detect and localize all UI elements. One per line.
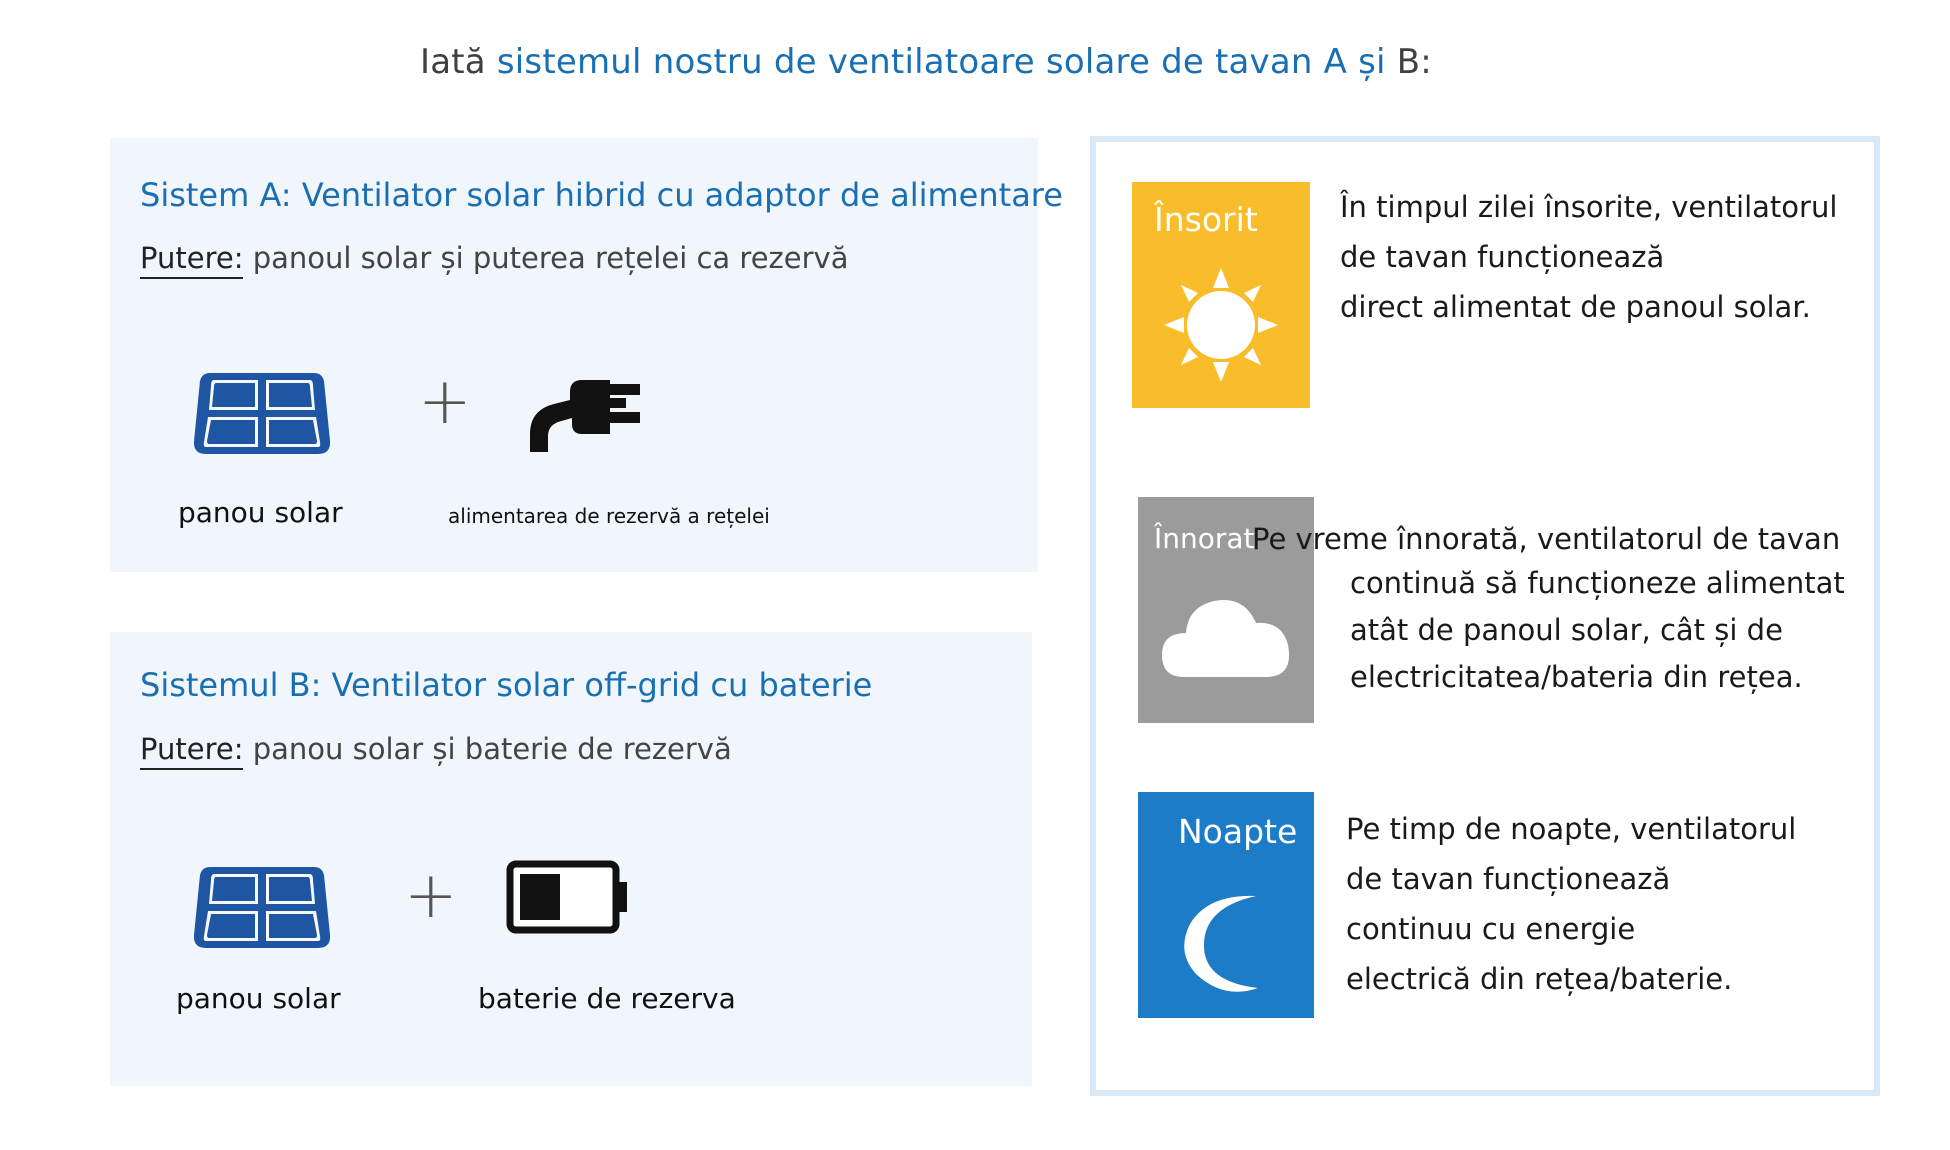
system-b-battery-caption: baterie de rezerva [478, 982, 736, 1015]
sunny-description [1340, 182, 1837, 332]
cloudy-line-1: continuă să funcționeze alimentat [1350, 566, 1845, 600]
page-headline [420, 42, 1432, 82]
system-a-power-label: Putere: [140, 241, 243, 279]
system-b-title: Sistemul B: Ventilator solar off-grid cu baterie [140, 666, 873, 704]
sunny-line-1: În timpul zilei însorite, ventilatorul [1340, 190, 1838, 224]
headline-prefix: Iată [420, 42, 486, 82]
moon-icon [1182, 892, 1272, 992]
sunny-label: Însorit [1154, 200, 1258, 239]
cloudy-line-2: atât de panoul solar, cât și de [1350, 613, 1783, 647]
system-a-grid-caption: alimentarea de rezervă a rețelei [448, 504, 770, 528]
system-a-panel [110, 138, 1063, 572]
headline-suffix: B: [1396, 42, 1432, 82]
night-label: Noapte [1178, 812, 1298, 851]
night-tile [1138, 792, 1314, 1018]
cloudy-label: Înnorat [1154, 522, 1255, 555]
sun-icon [1158, 262, 1284, 388]
system-b-power-label: Putere: [140, 732, 243, 770]
sunny-line-3: direct alimentat de panoul solar. [1340, 290, 1811, 324]
solar-panel-icon [192, 370, 332, 462]
cloudy-first-line: Pe vreme înnorată, ventilatorul de tavan [1252, 522, 1841, 556]
system-a-power [140, 241, 848, 275]
system-b-power-text: panou solar și baterie de rezervă [252, 732, 732, 766]
sunny-line-2: de tavan funcționează [1340, 240, 1665, 274]
system-b-power [140, 732, 732, 766]
system-a-solar-caption: panou solar [178, 496, 343, 529]
night-line-2: de tavan funcționează [1346, 862, 1671, 896]
cloudy-line-3: electricitatea/bateria din rețea. [1350, 660, 1803, 694]
sunny-tile [1132, 182, 1310, 408]
solar-panel-icon [192, 864, 332, 956]
night-line-1: Pe timp de noapte, ventilatorul [1346, 812, 1797, 846]
night-line-4: electrică din rețea/baterie. [1346, 962, 1733, 996]
night-description [1346, 804, 1796, 1004]
power-plug-icon [528, 374, 644, 458]
cloud-icon [1158, 587, 1294, 685]
headline-highlight: sistemul nostru de ventilatoare solare de tavan A și [496, 42, 1386, 82]
battery-icon [506, 860, 630, 940]
system-b-solar-caption: panou solar [176, 982, 341, 1015]
plus-sign: + [418, 365, 472, 439]
plus-sign: + [404, 859, 458, 933]
weather-panel [1090, 136, 1880, 1096]
system-b-panel [110, 632, 1032, 1086]
cloudy-description [1350, 560, 1845, 701]
system-a-power-text: panoul solar și puterea rețelei ca rezervă [252, 241, 849, 275]
system-a-title: Sistem A: Ventilator solar hibrid cu adaptor de alimentare [140, 176, 1063, 214]
night-line-3: continuu cu energie [1346, 912, 1636, 946]
